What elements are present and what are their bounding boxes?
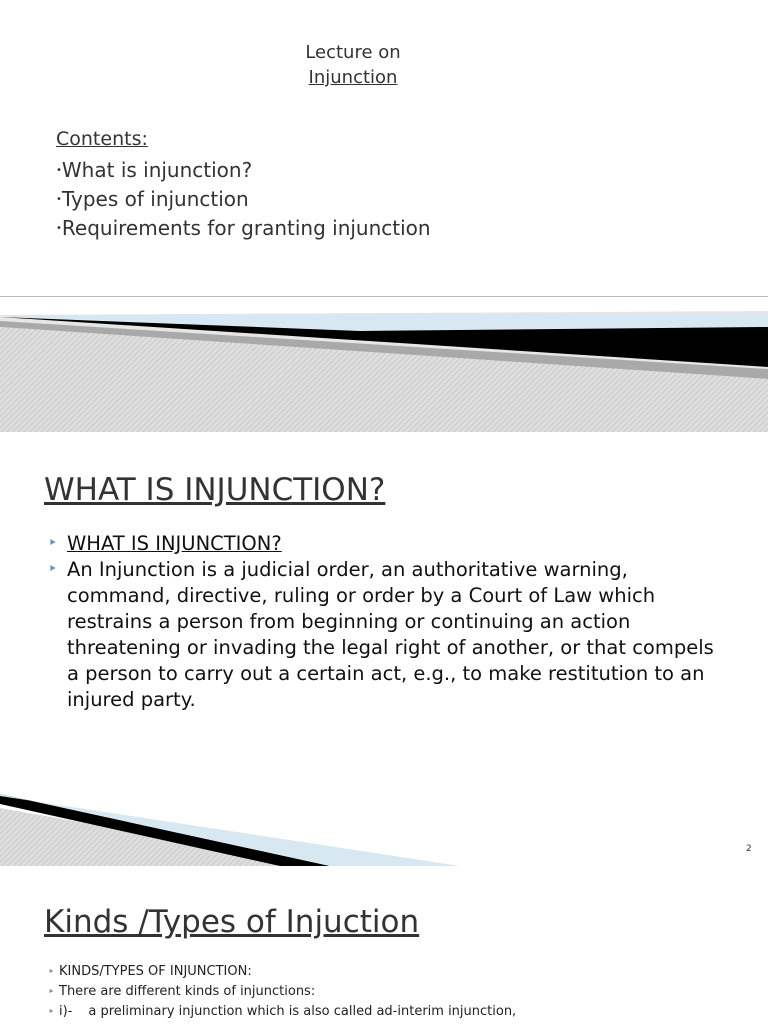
slide-1: [0, 0, 768, 296]
contents-item-text: Requirements for granting injunction: [61, 216, 431, 240]
slide-3-title: Kinds /Types of Injuction: [44, 904, 420, 940]
decorative-swoosh-graphic: [0, 297, 768, 432]
slide-1-bottom-band: [0, 297, 768, 432]
slide-2-title: WHAT IS INJUNCTION?: [44, 472, 386, 508]
slide-3: [0, 866, 768, 1024]
page-number: 2: [746, 844, 752, 854]
slide-2-bullet: ‣ WHAT IS INJUNCTION?: [48, 531, 728, 557]
slide-2-bullet: ‣ An Injunction is a judicial order, an authoritative warning, command, directive, ruling or order by a Court of Law which restrains a person from beginning or continuing an action threatening or invading the legal right of another, or that compels a person to carry out a certain act, e.g., to make restitution to an injured party.: [48, 557, 728, 713]
slide-3-bullet: ‣ KINDS/TYPES OF INJUNCTION:: [48, 962, 516, 982]
slide-3-bullet: [48, 1002, 516, 1022]
contents-item: [56, 214, 431, 243]
contents-item-text: What is injunction?: [61, 158, 253, 182]
contents-item-text: Types of injunction: [61, 187, 249, 211]
slide-2-bullet-list: [48, 531, 728, 713]
contents-heading: Contents:: [56, 128, 148, 150]
slide-3-item-prefix: i)-: [59, 1004, 73, 1019]
slide-2: [0, 432, 768, 866]
slide-3-bullet-list: [48, 962, 516, 1022]
slide-2-corner-swoosh: [0, 788, 768, 866]
contents-list: [56, 156, 431, 243]
slide-1-title-line-2: Injunction: [308, 67, 398, 88]
slide-3-bullet: ‣ There are different kinds of injunctions:: [48, 982, 516, 1002]
slide-3-item-text: a preliminary injunction which is also called ad-interim injunction,: [88, 1004, 517, 1019]
slide-1-title-line-1: Lecture on: [305, 42, 401, 63]
contents-item: [56, 156, 431, 185]
contents-item: [56, 185, 431, 214]
